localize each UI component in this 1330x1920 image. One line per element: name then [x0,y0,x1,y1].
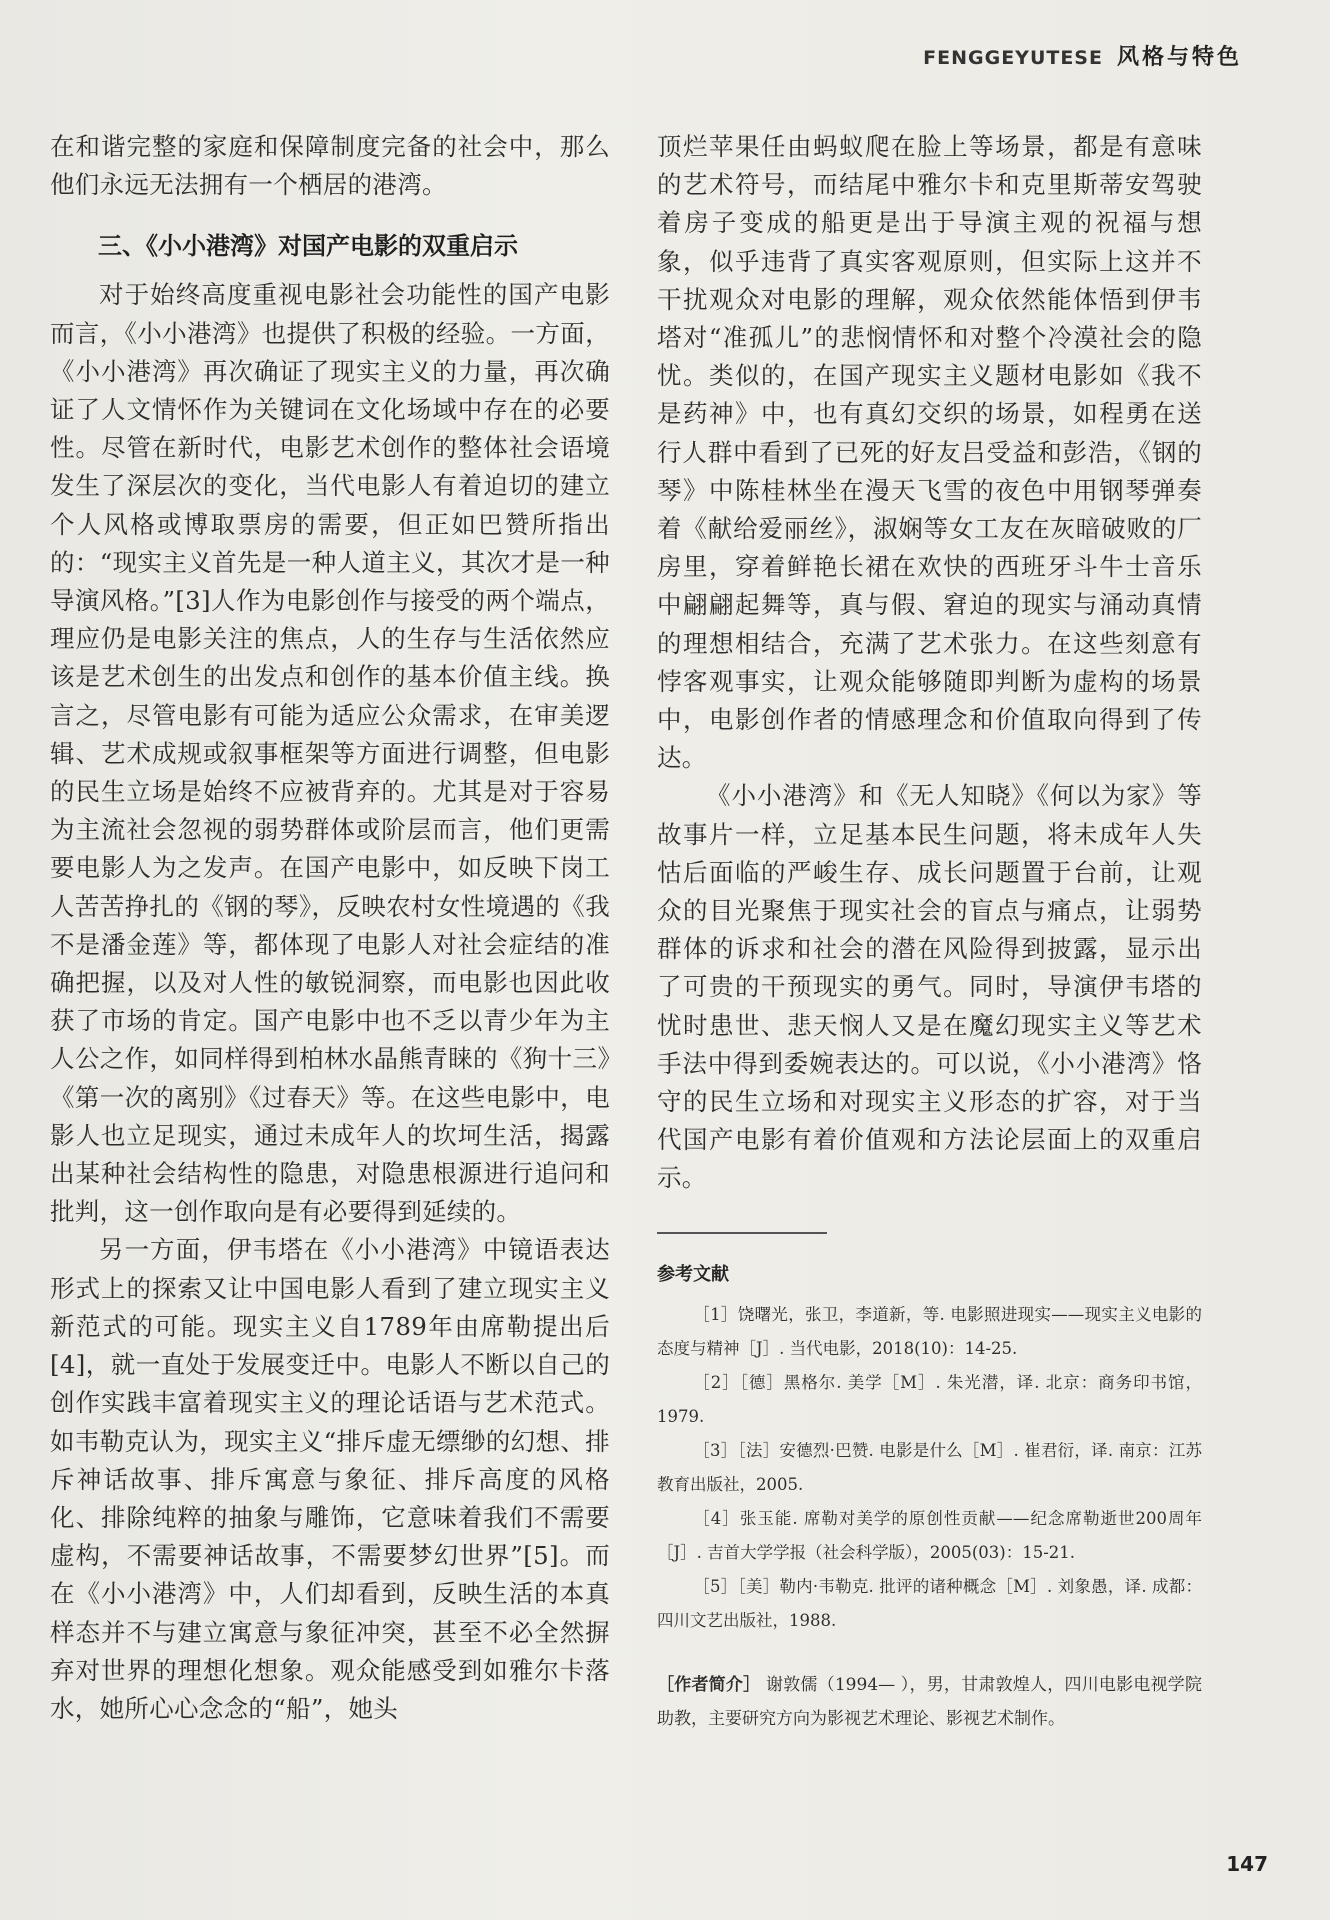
footnote-divider [657,1232,827,1234]
references-title: 参考文献 [657,1263,729,1285]
section-heading: 三、《小小港湾》对国产电影的双重启示 [98,232,518,261]
section-label-chinese: 风格与特色 [1116,45,1242,70]
paragraph: 《小小港湾》和《无人知晓》《何以为家》等故事片一样，立足基本民生问题，将未成年人失怙后面临的严峻生存、成长问题置于台前，让观众的目光聚焦于现实社会的盲点与痛点，让弱势群体的诉求和社会的潜在风险得到披露，显示出了可贵的干预现实的勇气。同时，导演伊韦塔的忧时患世、悲天悯人又是在魔幻现实主义等艺术手法中得到委婉表达的。可以说，《小小港湾》恪守的民生立场和对现实主义形态的扩容，对于当代国产电影有着价值观和方法论层面上的双重启示。 [657,781,1202,1193]
reference-item: ［3］［法］安德烈·巴赞. 电影是什么［M］. 崔君衍，译. 南京：江苏教育出版社，2005. [657,1440,1202,1494]
left-column [50,128,610,1728]
author-bio-label: ［作者简介］ [657,1674,761,1695]
reference-item: ［1］饶曙光，张卫，李道新，等. 电影照进现实——现实主义电影的态度与精神［J］. 当代电影，2018(10)：14-25. [657,1304,1202,1358]
paragraph: 另一方面，伊韦塔在《小小港湾》中镜语表达形式上的探索又让中国电影人看到了建立现实主义新范式的可能。现实主义自1789年由席勒提出后[4]，就一直处于发展变迁中。电影人不断以自己的创作实践丰富着现实主义的理论话语与艺术范式。如韦勒克认为，现实主义“排斥虚无缥缈的幻想、排斥神话故事、排斥寓意与象征、排斥高度的风格化、排除纯粹的抽象与雕饰，它意味着我们不需要虚构，不需要神话故事，不需要梦幻世界”[5]。而在《小小港湾》中，人们却看到，反映生活的本真样态并不与建立寓意与象征冲突，甚至不必全然摒弃对世界的理想化想象。观众能感受到如雅尔卡落水，她所心心念念的“船”，她头 [50,1235,610,1723]
author-bio-text: 谢敦儒（1994— ），男，甘肃敦煌人，四川电影电视学院助教，主要研究方向为影视艺术理论、影视艺术制作。 [657,1674,1203,1729]
right-column [657,128,1202,1736]
reference-item: ［5］［美］勒内·韦勒克. 批评的诸种概念［M］. 刘象愚，译. 成都：四川文艺出版社，1988. [657,1576,1202,1630]
references-list [657,1298,1202,1638]
page-number: 147 [1226,1852,1268,1876]
paragraph-continued: 顶烂苹果任由蚂蚁爬在脸上等场景，都是有意味的艺术符号，而结尾中雅尔卡和克里斯蒂安驾驶着房子变成的船更是出于导演主观的祝福与想象，似乎违背了真实客观原则，但实际上这并不干扰观众对电影的理解，观众依然能体悟到伊韦塔对“准孤儿”的悲悯情怀和对整个冷漠社会的隐忧。类似的，在国产现实主义题材电影如《我不是药神》中，也有真幻交织的场景，如程勇在送行人群中看到了已死的好友吕受益和彭浩，《钢的琴》中陈桂林坐在漫天飞雪的夜色中用钢琴弹奏着《献给爱丽丝》，淑娴等女工友在灰暗破败的厂房里，穿着鲜艳长裙在欢快的西班牙斗牛士音乐中翩翩起舞等，真与假、窘迫的现实与涌动真情的理想相结合，充满了艺术张力。在这些刻意有悖客观事实，让观众能够随即判断为虚构的场景中，电影创作者的情感理念和价值取向得到了传达。 [657,132,1202,773]
paragraph-continued: 在和谐完整的家庭和保障制度完备的社会中，那么他们永远无法拥有一个栖居的港湾。 [50,132,610,200]
reference-item: ［2］［德］黑格尔. 美学［M］. 朱光潜，译. 北京：商务印书馆，1979. [657,1372,1202,1426]
paragraph: 对于始终高度重视电影社会功能性的国产电影而言，《小小港湾》也提供了积极的经验。一方面，《小小港湾》再次确证了现实主义的力量，再次确证了人文情怀作为关键词在文化场域中存在的必要性。尽管在新时代，电影艺术创作的整体社会语境发生了深层次的变化，当代电影人有着迫切的建立个人风格或博取票房的需要，但正如巴赞所指出的：“现实主义首先是一种人道主义，其次才是一种导演风格。”[3]人作为电影创作与接受的两个端点，理应仍是电影关注的焦点，人的生存与生活依然应该是艺术创生的出发点和创作的基本价值主线。换言之，尽管电影有可能为适应公众需求，在审美逻辑、艺术成规或叙事框架等方面进行调整，但电影的民生立场是始终不应被背弃的。尤其是对于容易为主流社会忽视的弱势群体或阶层而言，他们更需要电影人为之发声。在国产电影中，如反映下岗工人苦苦挣扎的《钢的琴》，反映农村女性境遇的《我不是潘金莲》等，都体现了电影人对社会症结的准确把握，以及对人性的敏锐洞察，而电影也因此收获了市场的肯定。国产电影中也不乏以青少年为主人公之作，如同样得到柏林水晶熊青睐的《狗十三》《第一次的离别》《过春天》等。在这些电影中，电影人也立足现实，通过未成年人的坎坷生活，揭露出某种社会结构性的隐患，对隐患根源进行追问和批判，这一创作取向是有必要得到延续的。 [50,280,610,1227]
author-bio [657,1668,1202,1736]
section-label-latin: FENGGEYUTESE [923,47,1103,69]
reference-item: ［4］张玉能. 席勒对美学的原创性贡献——纪念席勒逝世200周年［J］. 吉首大学学报（社会科学版），2005(03)：15-21. [657,1508,1202,1562]
running-header [923,40,1242,71]
